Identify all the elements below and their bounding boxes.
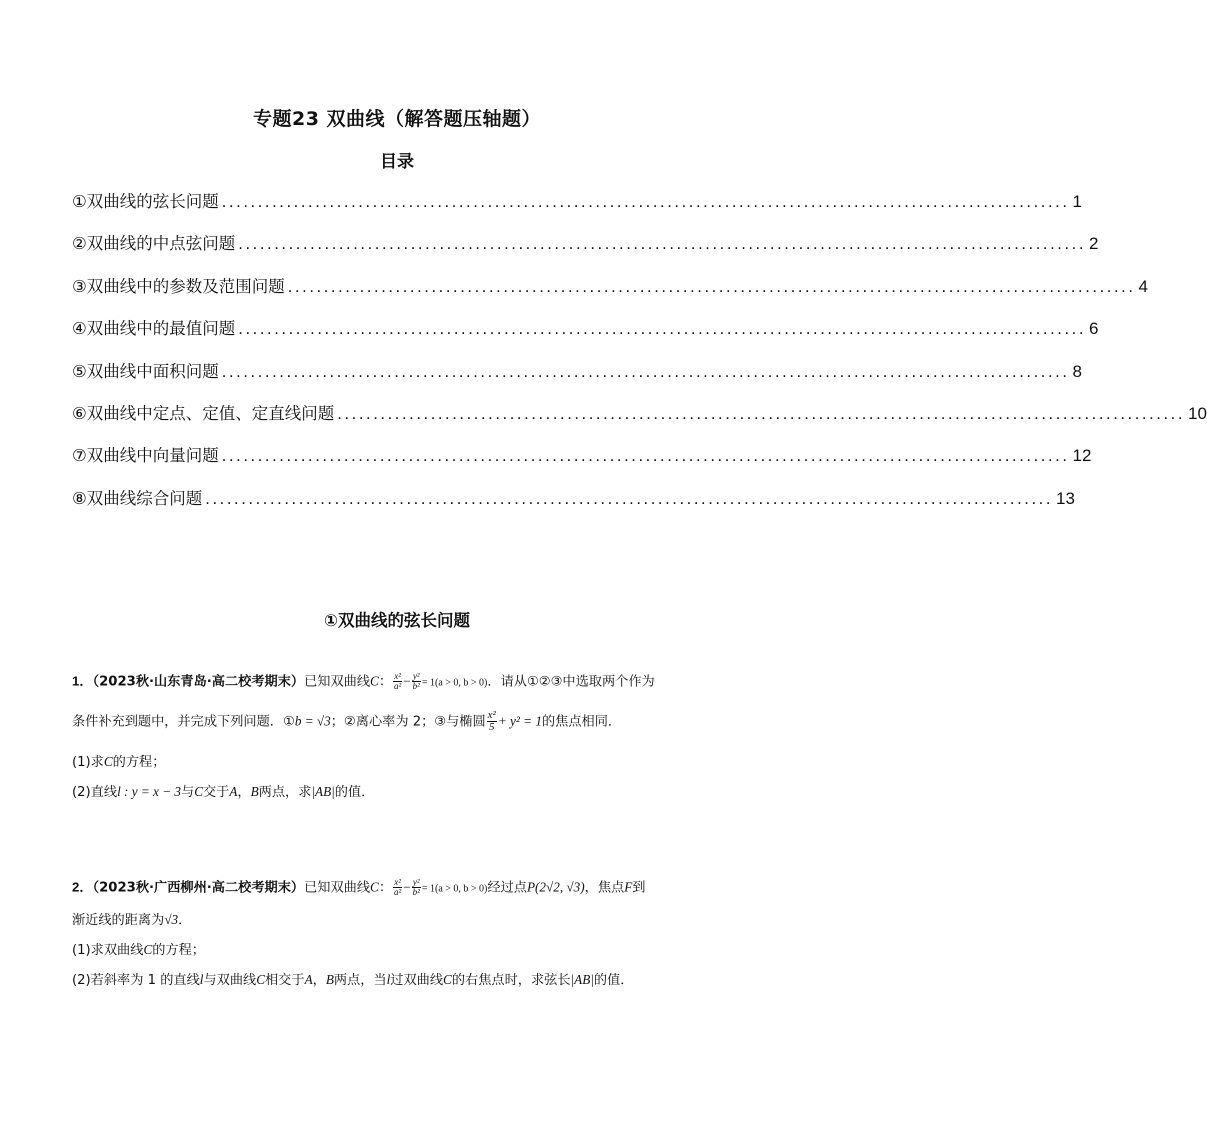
problem-number: 1． bbox=[72, 673, 93, 689]
toc-entry-label: ⑧双曲线综合问题 bbox=[72, 488, 203, 508]
fraction-denominator: 5 bbox=[489, 721, 495, 733]
math-variable: F bbox=[624, 879, 633, 895]
problem-text: ，焦点 bbox=[584, 880, 625, 896]
document-title: 专题23 双曲线（解答题压轴题） bbox=[252, 108, 542, 130]
fraction-numerator: y² bbox=[412, 671, 420, 681]
toc-entry[interactable] bbox=[72, 273, 1149, 315]
problem-2 bbox=[72, 878, 724, 988]
toc-entry-label: ⑥双曲线中定点、定值、定直线问题 bbox=[72, 403, 335, 423]
problem-text: ；②离心率为 2；③与椭圆 bbox=[330, 714, 486, 730]
toc-entry-label: ②双曲线的中点弦问题 bbox=[72, 234, 236, 254]
problem-text: 经过点 bbox=[487, 880, 527, 896]
math-variable: B bbox=[250, 784, 259, 800]
fraction-denominator: a² bbox=[394, 887, 402, 897]
math-variable: C bbox=[143, 942, 153, 958]
math-expression: |AB| bbox=[570, 972, 594, 988]
math-fraction bbox=[393, 878, 402, 897]
problem-text: 到 bbox=[632, 880, 646, 896]
problem-text: ． bbox=[178, 913, 192, 928]
math-variable: B bbox=[325, 972, 334, 988]
math-variable: l bbox=[386, 972, 391, 988]
question-text: 的值． bbox=[593, 973, 634, 989]
problem-1-question-1 bbox=[72, 755, 724, 769]
toc-entry-page: 4 bbox=[1138, 276, 1149, 296]
toc-leader-dots: ...................................................................................................................... bbox=[221, 362, 1070, 381]
problem-source: （2023秋·广西柳州·高二校考期末） bbox=[92, 880, 305, 896]
question-text: ， bbox=[237, 785, 251, 801]
toc-entry-page: 10 bbox=[1188, 403, 1207, 423]
toc-entry-label: ⑤双曲线中面积问题 bbox=[72, 361, 219, 381]
math-text: − bbox=[403, 673, 411, 689]
toc-entry[interactable] bbox=[72, 485, 1075, 527]
math-variable: C bbox=[194, 784, 203, 800]
math-expression: b = √3 bbox=[294, 713, 331, 729]
problem-1 bbox=[72, 672, 724, 799]
question-text: 两点，求 bbox=[258, 785, 312, 801]
question-text: 的方程； bbox=[152, 943, 205, 959]
question-text: 的值． bbox=[334, 785, 375, 801]
problem-2-line-1 bbox=[72, 878, 724, 897]
problem-text: 的焦点相同． bbox=[541, 714, 622, 730]
problem-text: 渐近线的距离为 bbox=[72, 913, 165, 928]
problem-2-question-2 bbox=[72, 973, 724, 987]
math-fraction bbox=[487, 710, 497, 733]
math-text: ： bbox=[378, 880, 393, 896]
problem-text: 条件补充到题中，并完成下列问题．① bbox=[72, 714, 295, 730]
math-variable: C bbox=[443, 972, 452, 988]
math-variable: A bbox=[229, 784, 238, 800]
problem-1-line-2 bbox=[72, 710, 724, 733]
toc-heading: 目录 bbox=[380, 152, 414, 172]
toc-leader-dots: ...................................................................................................................... bbox=[238, 235, 1087, 254]
math-expression: + y² = 1 bbox=[497, 713, 542, 729]
table-of-contents bbox=[72, 188, 1207, 527]
question-text: 相交于 bbox=[265, 973, 305, 989]
fraction-numerator: x² bbox=[394, 671, 401, 681]
math-text: − bbox=[403, 879, 411, 895]
question-text: (2)直线 bbox=[72, 785, 118, 801]
fraction-numerator: y² bbox=[412, 877, 420, 887]
question-text: 与双曲线 bbox=[203, 973, 257, 989]
section-heading: ①双曲线的弦长问题 bbox=[324, 611, 470, 630]
math-variable: C bbox=[370, 879, 379, 895]
toc-entry-page: 1 bbox=[1072, 192, 1083, 211]
math-variable: A bbox=[304, 972, 313, 988]
toc-leader-dots: ...................................................................................................................... bbox=[287, 277, 1136, 296]
problem-2-line-2 bbox=[72, 913, 724, 927]
toc-entry-label: ⑦双曲线中向量问题 bbox=[72, 446, 219, 466]
math-variable: l bbox=[199, 972, 204, 988]
math-condition: = 1(a > 0, b > 0) bbox=[421, 883, 488, 895]
problem-text: ．请从①②③中选取两个作为 bbox=[487, 674, 655, 690]
question-text: (1)求双曲线 bbox=[72, 943, 144, 959]
math-expression: |AB| bbox=[311, 784, 335, 800]
toc-leader-dots: ...................................................................................................................... bbox=[337, 404, 1186, 423]
question-text: ， bbox=[312, 973, 326, 989]
toc-leader-dots: ...................................................................................................................... bbox=[221, 193, 1070, 211]
math-variable: C bbox=[103, 754, 113, 769]
toc-leader-dots: ...................................................................................................................... bbox=[238, 320, 1087, 339]
fraction-numerator: x² bbox=[394, 877, 401, 887]
question-text: 过双曲线 bbox=[390, 973, 444, 989]
toc-entry[interactable] bbox=[72, 358, 1083, 400]
fraction-numerator: x² bbox=[487, 709, 496, 721]
math-expression: l : y = x − 3 bbox=[117, 784, 181, 800]
toc-entry-page: 12 bbox=[1072, 446, 1092, 466]
toc-entry[interactable] bbox=[72, 315, 1099, 357]
math-condition: = 1(a > 0, b > 0) bbox=[421, 677, 488, 689]
problem-text: 已知双曲线 bbox=[304, 880, 371, 896]
question-text: 两点，当 bbox=[333, 973, 387, 989]
toc-entry[interactable] bbox=[72, 230, 1099, 272]
question-text: 的右焦点时，求弦长 bbox=[451, 973, 571, 989]
toc-entry[interactable] bbox=[72, 188, 1083, 230]
fraction-denominator: a² bbox=[394, 681, 402, 691]
toc-entry[interactable] bbox=[72, 400, 1207, 442]
question-text: 交于 bbox=[202, 785, 230, 801]
math-fraction bbox=[393, 672, 402, 691]
toc-entry-page: 2 bbox=[1089, 234, 1099, 254]
fraction-denominator: b² bbox=[412, 887, 420, 897]
toc-entry-page: 8 bbox=[1072, 361, 1083, 381]
math-variable: C bbox=[370, 673, 379, 689]
math-expression: P(2√2, √3) bbox=[526, 879, 585, 895]
toc-entry-label: ①双曲线的弦长问题 bbox=[72, 192, 219, 211]
toc-entry-label: ③双曲线中的参数及范围问题 bbox=[72, 276, 285, 296]
problem-source: （2023秋·山东青岛·高二校考期末） bbox=[92, 674, 305, 690]
toc-leader-dots: ...................................................................................................................... bbox=[205, 489, 1054, 508]
toc-entry-page: 13 bbox=[1056, 488, 1075, 508]
toc-entry-page: 6 bbox=[1089, 319, 1099, 339]
math-expression: √3 bbox=[164, 912, 179, 927]
math-variable: C bbox=[256, 972, 265, 988]
problem-1-line-1 bbox=[72, 672, 724, 691]
problem-1-question-2 bbox=[72, 785, 724, 799]
math-text: ： bbox=[378, 674, 393, 690]
question-text: 的方程； bbox=[112, 755, 166, 770]
problem-number: 2． bbox=[72, 879, 93, 895]
math-fraction bbox=[412, 878, 421, 897]
toc-entry-label: ④双曲线中的最值问题 bbox=[72, 319, 236, 339]
toc-leader-dots: ...................................................................................................................... bbox=[221, 447, 1070, 466]
question-text: (2)若斜率为 1 的直线 bbox=[72, 973, 200, 989]
question-text: (1)求 bbox=[72, 755, 104, 770]
fraction-denominator: b² bbox=[412, 681, 420, 691]
problem-2-question-1 bbox=[72, 943, 724, 957]
toc-entry[interactable] bbox=[72, 442, 1092, 484]
math-fraction bbox=[412, 672, 421, 691]
question-text: 与 bbox=[181, 785, 195, 801]
problem-text: 已知双曲线 bbox=[304, 674, 371, 690]
